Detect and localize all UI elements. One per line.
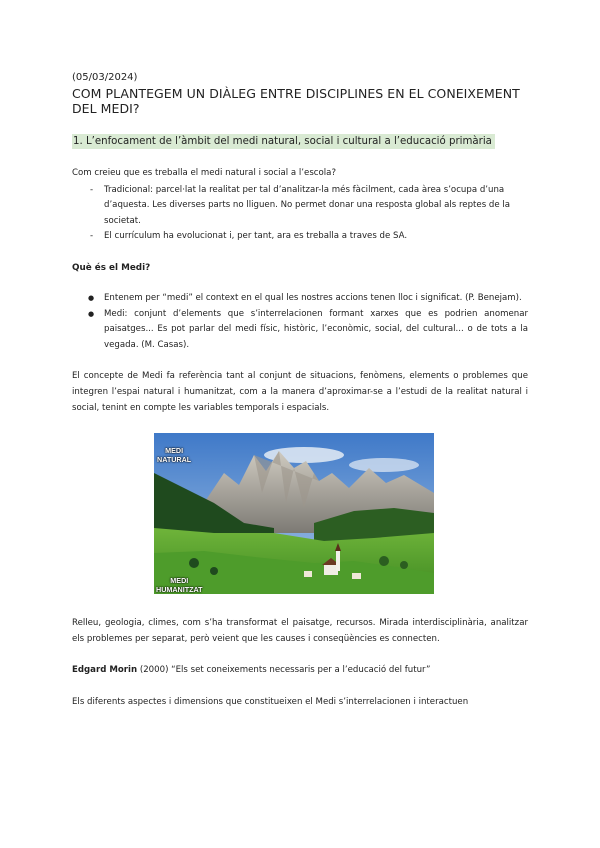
question-text: Com creieu que es treballa el medi natural i social a l’escola? [72, 168, 337, 178]
morin-reference [72, 663, 528, 679]
bullet-list-item: ● Entenem per “medi” el context en el qual les nostres accions tenen lloc i significat. (P. Benejam). [72, 291, 528, 307]
page-title: COM PLANTEGEM UN DIÀLEG ENTRE DISCIPLINES EN EL CONEIXEMENT DEL MEDI? [72, 86, 520, 116]
bullet-list-item: ● Medi: conjunt d’elements que s’interrelacionen formant xarxes que es podrien anomenar paisatges... Es pot parlar del medi físic, històric, l’econòmic, social, del cultural... o de tots a la vegada. (M. Casas). [72, 307, 528, 354]
date-label: (05/03/2024) [72, 72, 138, 83]
dash-list-item: - El currículum ha evolucionat i, per tant, ara es treballa a traves de SA. [72, 229, 528, 245]
dash-list [72, 183, 528, 245]
last-paragraph: Els diferents aspectes i dimensions que constitueixen el Medi s’interrelacionen i interactuen [72, 696, 469, 707]
landscape-image [154, 433, 434, 594]
image-label-medi-natural: MEDI NATURAL [157, 446, 192, 464]
section-heading: 1. L’enfocament de l’àmbit del medi natural, social i cultural a l’educació primària [72, 134, 495, 149]
dash-list-item: - Tradicional: parcel·lat la realitat per tal d’analitzar-la més fàcilment, cada àrea s’ocupa d’una d’aquesta. Les diverses parts no lliguen. No permet donar una resposta global als reptes de la societat. [72, 183, 528, 230]
bullet-list [72, 291, 528, 353]
document-page [72, 72, 528, 711]
landscape-illustration [154, 433, 434, 594]
image-label-medi-humanitzat: MEDI HUMANITZAT [156, 576, 203, 594]
relleu-paragraph: Relleu, geologia, climes, com s’ha transformat el paisatge, recursos. Mirada interdisciplinària, analitzar els problemes per separat, però veient que les causes i conseqüències es connecten. [72, 618, 528, 644]
author-name: Edgard Morin [72, 665, 138, 676]
book-title: (2000) “Els set coneixements necessaris per a l’educació del futur” [137, 665, 431, 676]
concept-paragraph: El concepte de Medi fa referència tant al conjunt de situacions, fenòmens, elements o problemes que integren l’espai natural i humanitzat, com a la manera d’aproximar-se a l’estudi de la realitat natural i social, tenint en compte les variables temporals i espacials. [72, 371, 528, 413]
subheading: Què és el Medi? [72, 262, 151, 273]
